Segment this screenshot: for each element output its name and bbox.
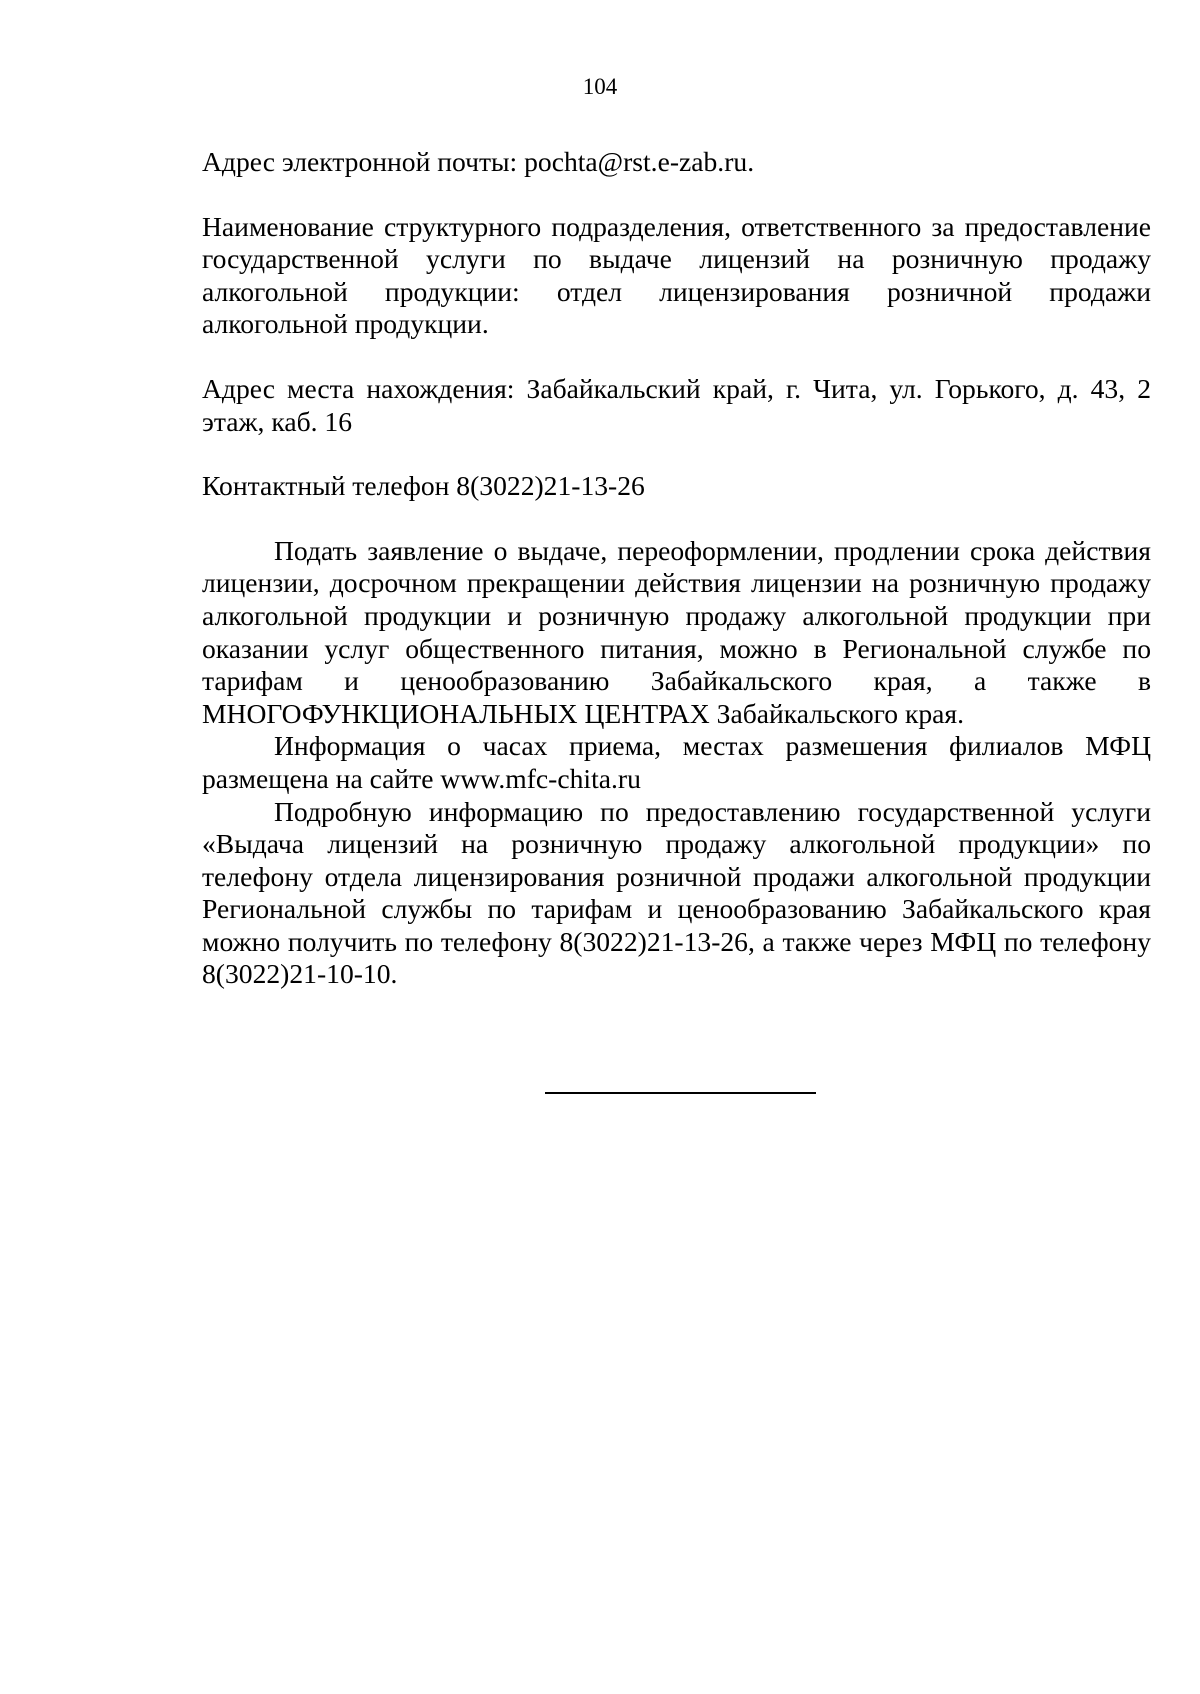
department-paragraph: Наименование структурного подразделения, ответственного за предоставление государственной услуги по выдаче лицензий на розничную продажу алкогольной продукции: отдел лицензирования розничной продажи алкогольной продукции. bbox=[202, 210, 1151, 340]
phone-paragraph: Контактный телефон 8(3022)21-13-26 bbox=[202, 470, 645, 502]
document-body bbox=[202, 146, 1151, 991]
application-paragraph: Подать заявление о выдаче, переоформлении, продлении срока действия лицензии, досрочном прекращении действия лицензии на розничную продажу алкогольной продукции и розничную продажу алкогольной продукции при оказании услуг общественного питания, можно в Региональной службе по тарифам и ценообразованию Забайкальского края, а также в МНОГОФУНКЦИОНАЛЬНЫХ ЦЕНТРАХ Забайкальского края. bbox=[202, 534, 1151, 729]
email-paragraph: Адрес электронной почты: pochta@rst.e-zab.ru. bbox=[202, 146, 755, 177]
mfc-info-paragraph: Информация о часах приема, местах размешения филиалов МФЦ размещена на сайте www.mfc-chita.ru bbox=[202, 730, 1151, 794]
page-number: 104 bbox=[582, 74, 618, 99]
end-divider bbox=[545, 1092, 816, 1094]
address-paragraph: Адрес места нахождения: Забайкальский край, г. Чита, ул. Горького, д. 43, 2 этаж, каб. 16 bbox=[202, 372, 1151, 437]
details-paragraph: Подробную информацию по предоставлению государственной услуги «Выдача лицензий на розничную продажу алкогольной продукции» по телефону отдела лицензирования розничной продажи алкогольной продукции Региональной службы по тарифам и ценообразованию Забайкальского края можно получить по телефону 8(3022)21-13-26, а также через МФЦ по телефону 8(3022)21-10-10. bbox=[202, 795, 1151, 990]
